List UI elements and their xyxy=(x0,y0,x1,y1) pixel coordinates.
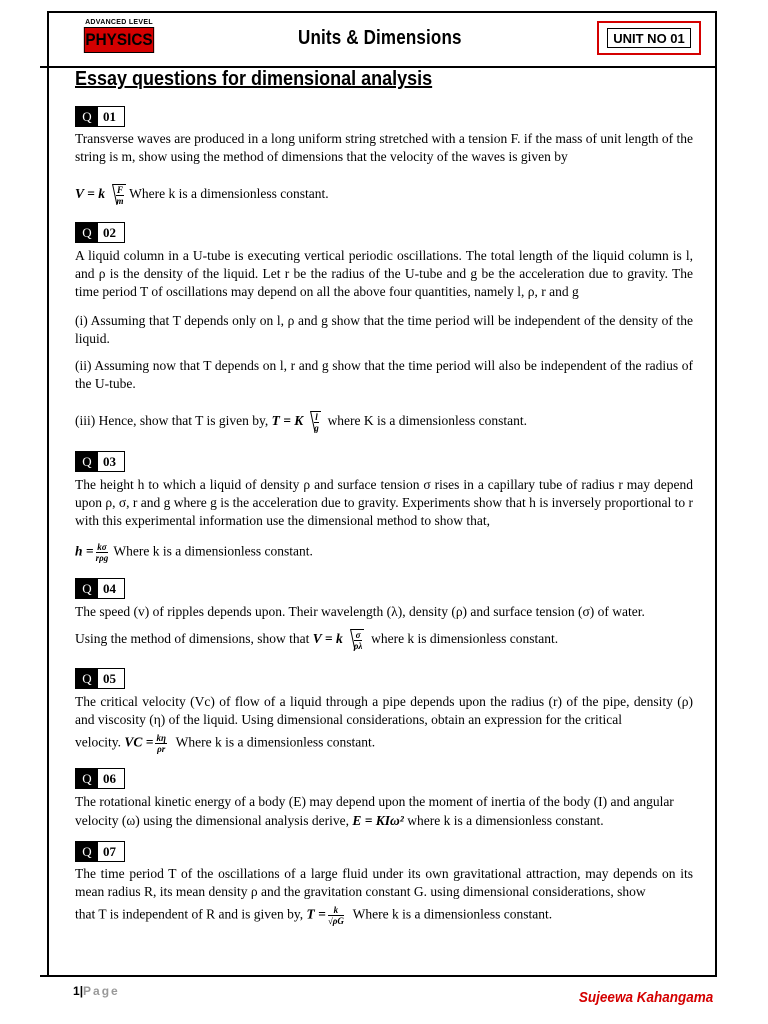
q2-part-ii: (ii) Assuming now that T depends on l, r and g show that the time period will also be independent of the radius of the U-tube. xyxy=(75,358,693,391)
q7-formula-line: that T is independent of R and is given by, T = $\frac{k}{√\rho G}$ Where k is a dimensionless constant. xyxy=(75,905,553,926)
question-label-01: Q 01 xyxy=(75,106,125,127)
q7-text: The time period T of the oscillations of a large fluid under its own gravitational attraction, may depends on its mean radius R, its mean density ρ and the gravitation constant G. using dimensional considerations, show xyxy=(75,866,693,899)
q6-line1: The rotational kinetic energy of a body (E) may depend upon the moment of inertia of the body (I) and angular xyxy=(75,794,674,809)
logo-title: PHYSICS xyxy=(84,27,154,53)
q7-formula-lhs: T = xyxy=(306,906,326,922)
q2-part-i: (i) Assuming that T depends only on l, ρ and g show that the time period will be independent of the density of the liquid. xyxy=(75,313,693,346)
q1-text: Transverse waves are produced in a long uniform string stretched with a tension F. if the mass of unit length of the string is m, show using the method of dimensions that the velocity of the waves is given by xyxy=(75,131,693,164)
q1-formula-lhs: V = k xyxy=(75,186,105,202)
q4-line2: Using the method of dimensions, show that V = k $\frac{\sigma}{\rho\lambda}$ where k is dimensionless constant. xyxy=(75,630,559,651)
unit-badge xyxy=(597,21,701,55)
q3-formula-line: h = $\frac{k\sigma}{\text{rρg}}$ Where k is a dimensionless constant. xyxy=(75,542,313,563)
q5-formula-lhs: VC = xyxy=(124,734,154,750)
q1-formula-note: Where k is a dimensionless constant. xyxy=(129,186,329,202)
q6-formula: E = KIω² xyxy=(352,813,404,828)
question-label-07: Q 07 xyxy=(75,841,125,862)
q5-formula-line: velocity. VC = $\frac{k\eta}{\rho r}$ Where k is a dimensionless constant. xyxy=(75,733,376,754)
q4-formula-lhs: V = k xyxy=(312,631,343,647)
footer-divider xyxy=(40,975,717,977)
logo-subtitle: ADVANCED LEVEL xyxy=(85,19,153,26)
q4-line1: The speed (v) of ripples depends upon. Their wavelength (λ), density (ρ) and surface tension (σ) of water. xyxy=(75,604,645,619)
page-title: Units & Dimensions xyxy=(298,27,462,49)
q6-line2: velocity (ω) using the dimensional analysis derive, E = KIω² where k is a dimensionless constant. xyxy=(75,813,604,828)
author-name: Sujeewa Kahangama xyxy=(578,989,713,1006)
page-number: 1|Page xyxy=(73,984,120,998)
q3-formula-lhs: h = xyxy=(75,543,94,559)
question-label-04: Q 04 xyxy=(75,578,125,599)
question-label-02: Q 02 xyxy=(75,222,125,243)
question-label-03: Q 03 xyxy=(75,451,125,472)
section-heading: Essay questions for dimensional analysis xyxy=(75,68,433,90)
physics-logo xyxy=(80,19,158,53)
question-label-06: Q 06 xyxy=(75,768,125,789)
q2-text: A liquid column in a U-tube is executing vertical periodic oscillations. The total length of the liquid column is l, and ρ is the density of the liquid. Let r be the radius of the U-tube and g be the acceleration due to gravity. The time period T of oscillations may depend on all the above four quantities, namely l, ρ, r and g xyxy=(75,248,693,299)
question-label-05: Q 05 xyxy=(75,668,125,689)
q2-part-iii: (iii) Hence, show that T is given by, T = K $\frac{l}{g}$ where K is a dimensionless constant. xyxy=(75,412,528,433)
q1-formula-line: V = k $\frac{F}{m}$ Where k is a dimensionless constant. xyxy=(75,185,329,206)
q3-text: The height h to which a liquid of density ρ and surface tension σ rises in a capillary tube of radius r may depend upon ρ, σ, r and g where g is the acceleration due to gravity. Experiments show that h is inversely proportional to r with this experimental information use the dimensional method to show that, xyxy=(75,477,693,528)
q2-formula-lhs: T = K xyxy=(271,413,304,429)
q5-text: The critical velocity (Vc) of flow of a liquid through a pipe depends upon the radius (r) of the pipe, density (ρ) and viscosity (η) of the liquid. Using dimensional considerations, obtain an expression for the critical xyxy=(75,694,693,727)
unit-label: UNIT NO 01 xyxy=(607,28,691,48)
